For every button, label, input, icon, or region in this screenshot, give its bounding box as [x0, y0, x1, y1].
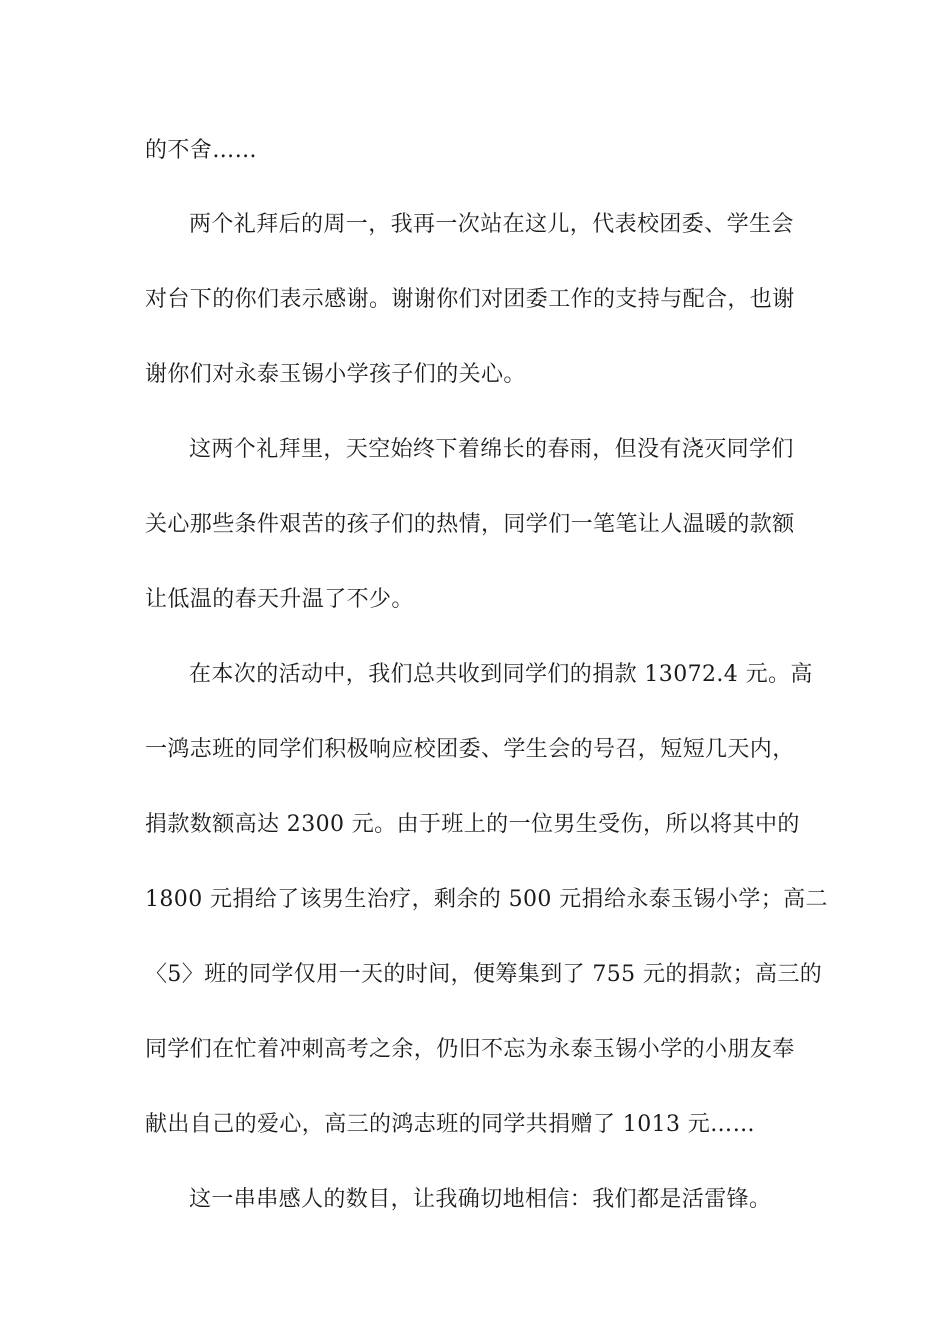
text-line: 这一串串感人的数目，让我确切地相信：我们都是活雷锋。 — [189, 1187, 772, 1212]
text-line: 献出自己的爱心，高三的鸿志班的同学共捐赠了 1013 元…… — [145, 1112, 755, 1137]
text-line: 同学们在忙着冲刺高考之余，仍旧不忘为永泰玉锡小学的小朋友奉 — [145, 1037, 795, 1062]
text-line: 关心那些条件艰苦的孩子们的热情，同学们一笔笔让人温暖的款额 — [145, 512, 795, 537]
text-line: 捐款数额高达 2300 元。由于班上的一位男生受伤，所以将其中的 — [145, 812, 800, 837]
text-line: 1800 元捐给了该男生治疗，剩余的 500 元捐给永泰玉锡小学；高二 — [145, 887, 828, 912]
text-line: 两个礼拜后的周一，我再一次站在这儿，代表校团委、学生会 — [189, 212, 794, 237]
text-line: 对台下的你们表示感谢。谢谢你们对团委工作的支持与配合，也谢 — [145, 287, 795, 312]
text-line: 让低温的春天升温了不少。 — [145, 587, 414, 612]
text-line: 〈5〉班的同学仅用一天的时间，便筹集到了 755 元的捐款；高三的 — [145, 962, 823, 987]
text-line: 在本次的活动中，我们总共收到同学们的捐款 13072.4 元。高 — [189, 662, 813, 687]
text-line: 一鸿志班的同学们积极响应校团委、学生会的号召，短短几天内， — [145, 737, 795, 762]
text-line: 这两个礼拜里，天空始终下着绵长的春雨，但没有浇灭同学们 — [189, 437, 794, 462]
text-line: 谢你们对永泰玉锡小学孩子们的关心。 — [145, 362, 526, 387]
text-line: 的不舍…… — [145, 138, 258, 163]
